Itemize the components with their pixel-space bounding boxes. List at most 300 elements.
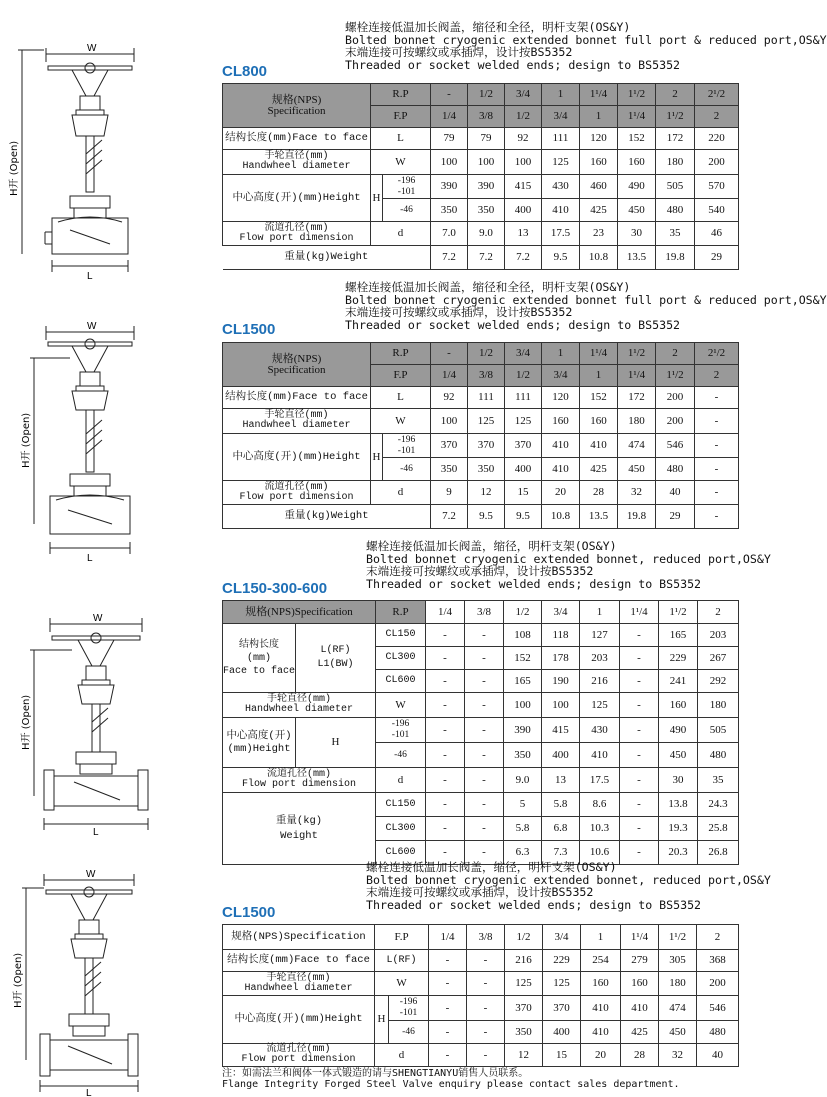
handwheel-symbol: W	[375, 972, 429, 996]
length-cell: 165	[659, 624, 698, 647]
fp-cell: 3/4	[543, 925, 581, 950]
temp-46: -46	[389, 1021, 429, 1044]
handwheel-cell: -	[467, 972, 505, 996]
rp-cell: 2	[656, 84, 695, 106]
header-cn-2: 末端连接可按螺纹或承插焊，设计按BS5352	[345, 305, 573, 320]
flow-cell: 15	[543, 1044, 581, 1067]
header-cn-1: 螺栓连接低温加长阀盖，缩径和全径，明杆支架(OS&Y)	[345, 280, 631, 294]
handwheel-cell: 100	[431, 150, 468, 175]
flow-symbol: d	[371, 222, 431, 246]
spec-header-cell: 规格(NPS) Specification	[223, 343, 371, 387]
rp-cell: 1¹/2	[659, 601, 698, 624]
height-cell: 410	[542, 199, 580, 222]
length-cell: 190	[542, 670, 580, 693]
fp-label: F.P	[375, 925, 429, 950]
height-cell: 480	[656, 199, 695, 222]
length-cell: 172	[656, 128, 695, 150]
handwheel-cell: 100	[468, 150, 505, 175]
flow-symbol: d	[371, 481, 431, 505]
class-title: CL1500	[222, 904, 276, 921]
weight-cell: 7.2	[468, 246, 505, 270]
weight-label: 重量(kg) Weight	[223, 793, 376, 865]
weight-cell: 25.8	[698, 817, 739, 841]
class-cell: CL150	[376, 624, 426, 647]
handwheel-cell: -	[620, 693, 659, 718]
height-cell: 400	[505, 199, 542, 222]
length-cell: 368	[697, 950, 739, 972]
fp-cell: 1¹/4	[618, 106, 656, 128]
header-en-2: Threaded or socket welded ends; design to BS5352	[345, 57, 681, 72]
flow-cell: 32	[659, 1044, 697, 1067]
length-symbol: L(RF)	[375, 950, 429, 972]
valve-drawing-4	[0, 868, 150, 1097]
height-cell: 370	[468, 434, 505, 458]
height-cell: -	[465, 718, 504, 743]
length-cell: 152	[504, 647, 542, 670]
rp-label: R.P	[371, 343, 431, 365]
handwheel-cell: 180	[618, 409, 656, 434]
height-cell: 390	[468, 175, 505, 199]
height-symbol: H	[371, 175, 383, 222]
temp-46: -46	[376, 743, 426, 768]
length-cell: -	[620, 670, 659, 693]
fp-cell: 2	[695, 365, 739, 387]
length-cell: 292	[698, 670, 739, 693]
weight-cell: 7.2	[431, 246, 468, 270]
length-cell: 216	[580, 670, 620, 693]
height-cell: 490	[618, 175, 656, 199]
weight-cell: 20.3	[659, 841, 698, 865]
handwheel-cell: 180	[698, 693, 739, 718]
rp-cell: 1¹/4	[580, 343, 618, 365]
length-cell: 172	[618, 387, 656, 409]
temp-46: -46	[383, 458, 431, 481]
rp-cell: 2¹/2	[695, 84, 739, 106]
weight-cell: 10.6	[580, 841, 620, 865]
height-cell: 430	[542, 175, 580, 199]
height-cell: -	[695, 434, 739, 458]
class-cell: CL600	[376, 841, 426, 865]
l-dim-label: L	[93, 827, 99, 838]
weight-cell: 29	[695, 246, 739, 270]
weight-cell: 7.3	[542, 841, 580, 865]
flow-cell: 17.5	[542, 222, 580, 246]
height-cell: 425	[580, 199, 618, 222]
length-cell: 165	[504, 670, 542, 693]
weight-cell: 13.8	[659, 793, 698, 817]
length-symbol: L	[371, 128, 431, 150]
weight-label: 重量(kg)Weight	[223, 505, 431, 529]
length-cell: 120	[542, 387, 580, 409]
rp-cell: 1/2	[468, 343, 505, 365]
height-cell: 350	[468, 458, 505, 481]
fp-cell: 1/2	[505, 925, 543, 950]
weight-cell: 24.3	[698, 793, 739, 817]
flow-cell: 12	[468, 481, 505, 505]
l-dim-label: L	[87, 553, 93, 564]
spec-table-cl150-300-600	[222, 600, 739, 865]
rp-label: R.P	[371, 84, 431, 106]
height-cell: 505	[656, 175, 695, 199]
header-cn-2: 末端连接可按螺纹或承插焊，设计按BS5352	[366, 885, 594, 900]
handwheel-symbol: W	[371, 409, 431, 434]
height-cell: -	[620, 743, 659, 768]
weight-cell: 10.8	[580, 246, 618, 270]
length-cell: 120	[580, 128, 618, 150]
spec-header-cell: 规格(NPS)Specification	[223, 925, 375, 950]
class-title: CL800	[222, 63, 268, 80]
handwheel-cell: 125	[468, 409, 505, 434]
length-cell: 241	[659, 670, 698, 693]
flow-cell: 13	[505, 222, 542, 246]
height-label: 中心高度(开) (mm)Height	[223, 718, 296, 768]
handwheel-cell: 125	[580, 693, 620, 718]
length-cell: -	[426, 647, 465, 670]
length-cell: -	[620, 647, 659, 670]
fp-cell: 1/4	[431, 106, 468, 128]
w-dim-label: W	[93, 613, 103, 624]
fp-cell: 3/4	[542, 365, 580, 387]
class-cell: CL600	[376, 670, 426, 693]
weight-cell: 5	[504, 793, 542, 817]
flow-label: 流道孔径(mm) Flow port dimension	[223, 222, 371, 246]
length-label: 结构长度(mm)Face to face	[223, 128, 371, 150]
height-cell: 425	[621, 1021, 659, 1044]
flow-cell: 23	[580, 222, 618, 246]
weight-cell: -	[620, 817, 659, 841]
weight-cell: 6.3	[504, 841, 542, 865]
weight-cell: -	[426, 817, 465, 841]
weight-cell: -	[620, 841, 659, 865]
length-symbol: L	[371, 387, 431, 409]
height-cell: 400	[543, 1021, 581, 1044]
height-cell: 546	[656, 434, 695, 458]
rp-cell: 3/8	[465, 601, 504, 624]
height-cell: 410	[542, 434, 580, 458]
h-dim-label: H开 (Open)	[21, 412, 32, 468]
section-3-header	[366, 540, 771, 590]
header-en-2: Threaded or socket welded ends; design to BS5352	[366, 576, 702, 591]
length-cell: 92	[505, 128, 542, 150]
length-cell: -	[465, 647, 504, 670]
height-cell: 410	[581, 1021, 621, 1044]
length-cell: 229	[659, 647, 698, 670]
handwheel-cell: 160	[581, 972, 621, 996]
handwheel-symbol: W	[371, 150, 431, 175]
length-cell: 178	[542, 647, 580, 670]
rp-cell: 2	[656, 343, 695, 365]
fp-label: F.P	[371, 365, 431, 387]
flow-cell: -	[426, 768, 465, 793]
flow-cell: -	[620, 768, 659, 793]
height-symbol: H	[375, 996, 389, 1044]
height-cell: -	[429, 1021, 467, 1044]
fp-cell: 1/2	[505, 365, 542, 387]
l-dim-label: L	[86, 1088, 92, 1097]
header-en-1: Bolted bonnet cryogenic extended bonnet full port & reduced port,OS&Y	[345, 32, 827, 47]
length-cell: 152	[580, 387, 618, 409]
l-dim-label: L	[87, 271, 93, 282]
weight-cell: 7.2	[505, 246, 542, 270]
weight-cell: -	[465, 817, 504, 841]
valve-drawing-3	[0, 610, 160, 836]
length-cell: -	[465, 670, 504, 693]
length-symbol: L(RF) L1(BW)	[296, 624, 376, 693]
fp-cell: 3/8	[467, 925, 505, 950]
flow-cell: 35	[656, 222, 695, 246]
handwheel-cell: 200	[695, 150, 739, 175]
handwheel-cell: 100	[504, 693, 542, 718]
section-2-header	[345, 281, 827, 331]
height-cell: 474	[618, 434, 656, 458]
length-label: 结构长度(mm)Face to face	[223, 387, 371, 409]
spec-table-cl1500-rf	[222, 924, 739, 1067]
height-cell: 410	[580, 743, 620, 768]
height-cell: 390	[431, 175, 468, 199]
weight-cell: -	[695, 505, 739, 529]
header-cn-2: 末端连接可按螺纹或承插焊，设计按BS5352	[345, 45, 573, 60]
height-cell: 450	[618, 458, 656, 481]
weight-cell: -	[465, 841, 504, 865]
weight-cell: 19.8	[618, 505, 656, 529]
spec-table-cl800	[222, 83, 739, 270]
length-cell: 200	[656, 387, 695, 409]
rp-cell: 1	[542, 343, 580, 365]
height-cell: -	[620, 718, 659, 743]
spec-table-cl1500	[222, 342, 739, 529]
handwheel-cell: 200	[697, 972, 739, 996]
weight-cell: 19.3	[659, 817, 698, 841]
footnote-cn: 注：如需法兰和阀体一体式锻造的请与SHENGTIANYU销售人员联系。	[222, 1068, 529, 1079]
length-cell: 203	[698, 624, 739, 647]
class-title: CL1500	[222, 321, 276, 338]
fp-cell: 1/4	[429, 925, 467, 950]
section-4-header	[366, 861, 771, 911]
weight-cell: 5.8	[542, 793, 580, 817]
weight-cell: 19.8	[656, 246, 695, 270]
handwheel-cell: 125	[505, 409, 542, 434]
flow-cell: 35	[698, 768, 739, 793]
class-cell: CL300	[376, 817, 426, 841]
height-cell: 415	[505, 175, 542, 199]
flow-cell: 46	[695, 222, 739, 246]
temp-196-101: -196 -101	[383, 175, 431, 199]
weight-cell: 10.8	[542, 505, 580, 529]
rp-cell: -	[431, 343, 468, 365]
fp-cell: 1	[580, 106, 618, 128]
flow-cell: 9.0	[504, 768, 542, 793]
height-label: 中心高度(开)(mm)Height	[223, 434, 371, 481]
flow-cell: 13	[542, 768, 580, 793]
height-symbol: H	[296, 718, 376, 768]
height-cell: 410	[542, 458, 580, 481]
height-cell: 474	[659, 996, 697, 1021]
length-cell: 108	[504, 624, 542, 647]
height-cell: 400	[505, 458, 542, 481]
weight-cell: 7.2	[431, 505, 468, 529]
height-cell: 546	[697, 996, 739, 1021]
height-cell: -	[429, 996, 467, 1021]
height-cell: 350	[431, 458, 468, 481]
handwheel-symbol: W	[376, 693, 426, 718]
temp-196-101: -196 -101	[389, 996, 429, 1021]
flow-label: 流道孔径(mm) Flow port dimension	[223, 481, 371, 505]
spec-header-cell: 规格(NPS)Specification	[223, 601, 376, 624]
header-cn-2: 末端连接可按螺纹或承插焊，设计按BS5352	[366, 564, 594, 579]
height-cell: 425	[580, 458, 618, 481]
length-cell: 254	[581, 950, 621, 972]
length-label: 结构长度(mm)Face to face	[223, 950, 375, 972]
height-cell: -	[426, 718, 465, 743]
height-cell: 390	[504, 718, 542, 743]
length-cell: 118	[542, 624, 580, 647]
section-1-header	[345, 21, 827, 71]
weight-cell: 9.5	[542, 246, 580, 270]
fp-cell: 2	[697, 925, 739, 950]
length-cell: 220	[695, 128, 739, 150]
handwheel-cell: -	[426, 693, 465, 718]
footnote-en: Flange Integrity Forged Steel Valve enquiry please contact sales department.	[222, 1079, 680, 1090]
class-cell: CL150	[376, 793, 426, 817]
fp-cell: 1¹/4	[618, 365, 656, 387]
handwheel-cell: 160	[618, 150, 656, 175]
length-cell: 203	[580, 647, 620, 670]
handwheel-cell: 180	[659, 972, 697, 996]
height-cell: 410	[580, 434, 618, 458]
flow-label: 流道孔径(mm) Flow port dimension	[223, 768, 376, 793]
flow-cell: 12	[505, 1044, 543, 1067]
height-cell: 350	[468, 199, 505, 222]
handwheel-cell: 160	[542, 409, 580, 434]
rp-cell: 1/4	[426, 601, 465, 624]
weight-cell: -	[426, 793, 465, 817]
height-cell: 505	[698, 718, 739, 743]
flow-cell: 40	[697, 1044, 739, 1067]
header-en-1: Bolted bonnet cryogenic extended bonnet, reduced port,OS&Y	[366, 872, 771, 887]
length-cell: -	[620, 624, 659, 647]
length-cell: -	[465, 624, 504, 647]
fp-cell: 1¹/2	[656, 365, 695, 387]
height-cell: -	[426, 743, 465, 768]
rp-cell: 3/4	[505, 84, 542, 106]
flow-cell: 9	[431, 481, 468, 505]
flow-cell: 28	[580, 481, 618, 505]
fp-cell: 1	[580, 365, 618, 387]
handwheel-cell: 160	[580, 150, 618, 175]
flow-cell: -	[695, 481, 739, 505]
length-cell: 79	[468, 128, 505, 150]
height-cell: 480	[656, 458, 695, 481]
flow-cell: 20	[581, 1044, 621, 1067]
fp-cell: 1¹/2	[656, 106, 695, 128]
handwheel-label: 手轮直径(mm) Handwheel diameter	[223, 693, 376, 718]
h-dim-label: H开 (Open)	[21, 694, 32, 750]
fp-cell: 1¹/4	[621, 925, 659, 950]
class-title: CL150-300-600	[222, 580, 328, 597]
rp-label: R.P	[376, 601, 426, 624]
height-cell: 415	[542, 718, 580, 743]
height-cell: 480	[697, 1021, 739, 1044]
length-cell: 111	[542, 128, 580, 150]
length-cell: -	[426, 624, 465, 647]
rp-cell: 1¹/2	[618, 343, 656, 365]
temp-196-101: -196 -101	[376, 718, 426, 743]
weight-cell: 26.8	[698, 841, 739, 865]
handwheel-cell: 180	[656, 150, 695, 175]
flow-symbol: d	[375, 1044, 429, 1067]
valve-drawing-1	[0, 36, 150, 286]
header-cn-1: 螺栓连接低温加长阀盖，缩径，明杆支架(OS&Y)	[366, 539, 617, 553]
h-dim-label: H开 (Open)	[13, 952, 24, 1008]
header-en-1: Bolted bonnet cryogenic extended bonnet full port & reduced port,OS&Y	[345, 292, 827, 307]
flow-cell: -	[429, 1044, 467, 1067]
length-cell: 152	[618, 128, 656, 150]
length-cell: 111	[505, 387, 542, 409]
rp-cell: 1¹/2	[618, 84, 656, 106]
length-cell: 305	[659, 950, 697, 972]
weight-cell: 13.5	[580, 505, 618, 529]
flow-cell: 15	[505, 481, 542, 505]
fp-cell: 1	[581, 925, 621, 950]
flow-cell: -	[465, 768, 504, 793]
handwheel-cell: 125	[505, 972, 543, 996]
rp-cell: 3/4	[542, 601, 580, 624]
rp-cell: 1	[580, 601, 620, 624]
length-cell: 216	[505, 950, 543, 972]
length-cell: -	[429, 950, 467, 972]
handwheel-cell: 160	[621, 972, 659, 996]
flow-cell: 32	[618, 481, 656, 505]
rp-cell: 1/2	[504, 601, 542, 624]
height-cell: 450	[659, 1021, 697, 1044]
weight-cell: -	[465, 793, 504, 817]
height-cell: 450	[618, 199, 656, 222]
header-cn-1: 螺栓连接低温加长阀盖，缩径和全径，明杆支架(OS&Y)	[345, 20, 631, 34]
handwheel-cell: 160	[580, 409, 618, 434]
height-cell: -	[695, 458, 739, 481]
class-cell: CL300	[376, 647, 426, 670]
length-label: 结构长度 (mm) Face to face	[223, 624, 296, 693]
rp-cell: 3/4	[505, 343, 542, 365]
flow-label: 流道孔径(mm) Flow port dimension	[223, 1044, 375, 1067]
valve-drawing-2	[0, 318, 150, 562]
flow-cell: 30	[659, 768, 698, 793]
handwheel-cell: 125	[543, 972, 581, 996]
flow-cell: -	[467, 1044, 505, 1067]
rp-cell: 1	[542, 84, 580, 106]
flow-cell: 28	[621, 1044, 659, 1067]
height-cell: 370	[543, 996, 581, 1021]
w-dim-label: W	[87, 43, 97, 54]
height-symbol: H	[371, 434, 383, 481]
handwheel-label: 手轮直径(mm) Handwheel diameter	[223, 409, 371, 434]
fp-cell: 3/8	[468, 106, 505, 128]
length-cell: -	[695, 387, 739, 409]
height-cell: 450	[659, 743, 698, 768]
weight-cell: 5.8	[504, 817, 542, 841]
temp-196-101: -196 -101	[383, 434, 431, 458]
height-cell: -	[467, 996, 505, 1021]
length-cell: 79	[431, 128, 468, 150]
length-cell: -	[467, 950, 505, 972]
height-cell: 430	[580, 718, 620, 743]
handwheel-label: 手轮直径(mm) Handwheel diameter	[223, 150, 371, 175]
length-cell: 267	[698, 647, 739, 670]
handwheel-cell: -	[695, 409, 739, 434]
length-cell: 92	[431, 387, 468, 409]
flow-cell: 17.5	[580, 768, 620, 793]
rp-cell: 2¹/2	[695, 343, 739, 365]
